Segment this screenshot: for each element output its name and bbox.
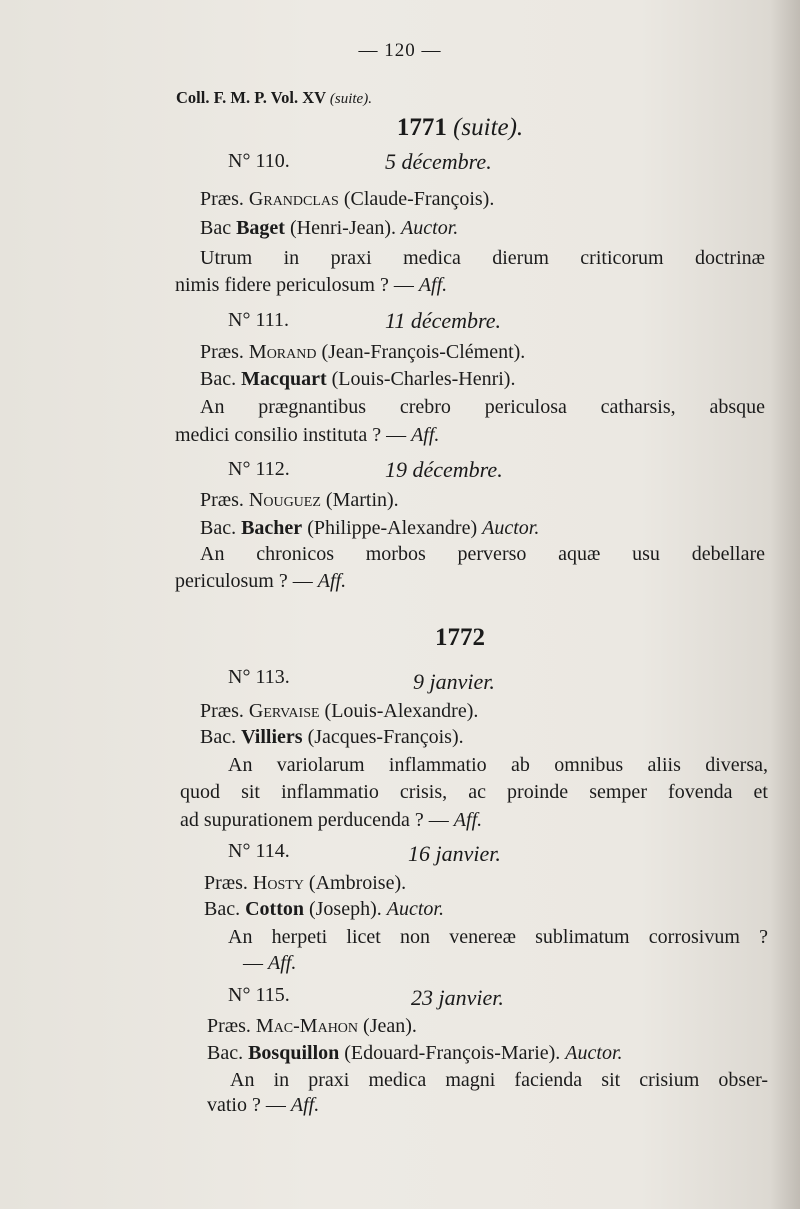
entry-aff: Aff. [411,424,440,446]
collection-title: Coll. F. M. P. Vol. XV [176,88,326,107]
year-suite: (suite). [453,114,524,141]
entry-date: 19 décembre. [385,457,503,482]
year-number: 1771 [396,114,447,141]
entry-number: N° 115. 23 janvier. [228,984,504,1010]
entry-thesis-line: quod sit inflammatio crisis, ac proinde semper fovenda et [180,781,768,803]
entry-date: 11 décembre. [385,308,502,333]
entry-aff: Aff. [268,952,297,974]
entry-aff: Aff. [418,274,448,296]
entry-thesis-line: medici consilio instituta ? — Aff. [175,424,440,446]
entry-bachelor: Bac. Villiers (Jacques-François). [200,726,464,748]
entry-aff: Aff. [317,570,347,592]
entry-bachelor: Bac Baget (Henri-Jean). Auctor. [200,217,459,239]
entry-thesis-line: An in praxi medica magni facienda sit crisium obser- [230,1069,768,1091]
entry-number: N° 113. 9 janvier. [228,666,495,694]
year-heading [0,624,800,652]
entry-thesis-line: vatio ? — Aff. [207,1094,320,1116]
year-number: 1772 [435,624,485,651]
entry-praeses: Præs. Hosty (Ambroise). [204,872,407,894]
page-edge-shadow [770,0,800,1209]
entry-thesis-line: Utrum in praxi medica dierum criticorum doctrinæ [200,247,765,269]
entry-thesis-line: ad supurationem perducenda ? — Aff. [180,809,483,831]
entry-thesis-line: An variolarum inflammatio ab omnibus aliis diversa, [228,754,768,776]
entry-thesis-line: An herpeti licet non venereæ sublimatum corrosivum ? [228,926,768,948]
entry-praeses: Præs. Gervaise (Louis-Alexandre). [200,700,479,722]
entry-praeses: Præs. Mac-Mahon (Jean). [207,1015,417,1037]
entry-thesis-line: An chronicos morbos perverso aquæ usu debellare [200,543,765,565]
entry-date: 5 décembre. [385,149,492,174]
entry-thesis-line: An prægnantibus crebro periculosa catharsis, absque [200,396,765,418]
entry-praeses: Præs. Grandclas (Claude-François). [200,188,495,210]
entry-date: 23 janvier. [411,985,504,1010]
collection-header [176,88,372,108]
page-number: — 120 — [358,40,442,61]
entry-bachelor: Bac. Bosquillon (Edouard-François-Marie). Auctor. [207,1042,623,1064]
entry-number: N° 110. 5 décembre. [228,149,492,174]
entry-number: N° 111. 11 décembre. [228,308,502,333]
entry-praeses: Præs. Nouguez (Martin). [200,489,399,511]
entry-date: 16 janvier. [408,841,501,866]
entry-thesis-line: nimis fidere periculosum ? — Aff. [175,274,448,296]
entry-aff: Aff. [290,1094,320,1116]
entry-bachelor: Bac. Bacher (Philippe-Alexandre) Auctor. [200,517,540,539]
entry-aff: Aff. [453,809,483,831]
entry-praeses: Præs. Morand (Jean-François-Clément). [200,341,526,363]
entry-date: 9 janvier. [413,669,495,694]
entry-bachelor: Bac. Macquart (Louis-Charles-Henri). [200,368,516,390]
entry-number: N° 112. 19 décembre. [228,457,503,482]
entry-bachelor: Bac. Cotton (Joseph). Auctor. [204,898,444,920]
entry-number: N° 114. 16 janvier. [228,840,501,866]
entry-thesis-line: periculosum ? — Aff. [175,570,347,592]
year-heading [0,114,800,142]
entry-thesis-line: — Aff. [243,952,297,974]
collection-suite: (suite). [329,91,372,107]
